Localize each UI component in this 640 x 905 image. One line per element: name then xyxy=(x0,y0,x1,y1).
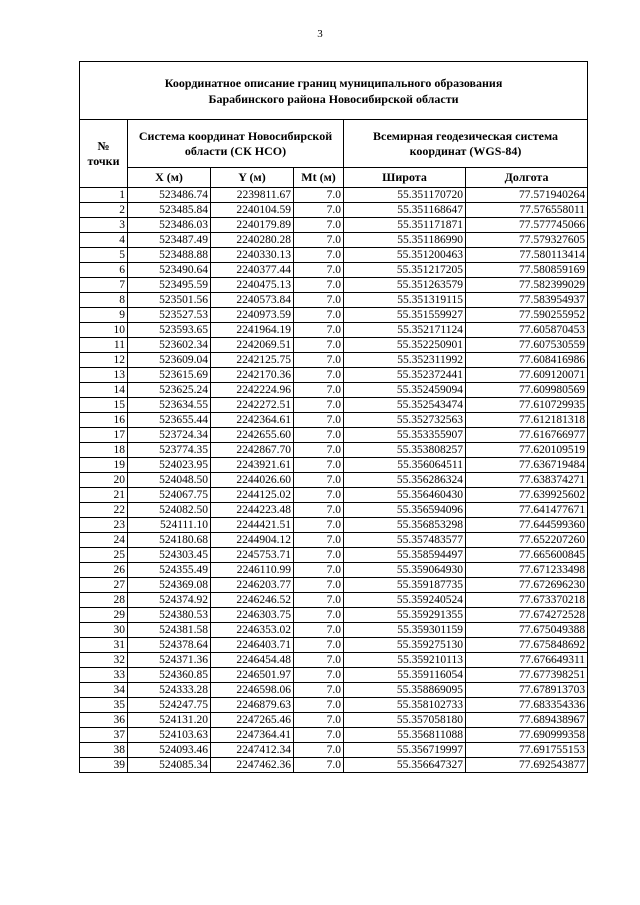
table-row xyxy=(80,458,588,473)
cell-latitude: 55.356853298 xyxy=(344,518,466,533)
cell-mt: 7.0 xyxy=(294,578,344,593)
cell-mt: 7.0 xyxy=(294,428,344,443)
cell-x: 523634.55 xyxy=(128,398,211,413)
cell-mt: 7.0 xyxy=(294,338,344,353)
table-row xyxy=(80,503,588,518)
table-row xyxy=(80,518,588,533)
cell-mt: 7.0 xyxy=(294,383,344,398)
cell-point-number: 39 xyxy=(80,758,128,773)
cell-longitude: 77.579327605 xyxy=(466,233,588,248)
cell-longitude: 77.672696230 xyxy=(466,578,588,593)
cell-longitude: 77.674272528 xyxy=(466,608,588,623)
cell-y: 2242069.51 xyxy=(211,338,294,353)
cell-point-number: 30 xyxy=(80,623,128,638)
cell-longitude: 77.610729935 xyxy=(466,398,588,413)
cell-x: 523486.03 xyxy=(128,218,211,233)
coordinates-sheet xyxy=(79,61,587,773)
cell-x: 524023.95 xyxy=(128,458,211,473)
cell-x: 523487.49 xyxy=(128,233,211,248)
cell-point-number: 13 xyxy=(80,368,128,383)
cell-y: 2240377.44 xyxy=(211,263,294,278)
table-row xyxy=(80,248,588,263)
cell-x: 523625.24 xyxy=(128,383,211,398)
cell-point-number: 6 xyxy=(80,263,128,278)
cell-y: 2244026.60 xyxy=(211,473,294,488)
cell-latitude: 55.352250901 xyxy=(344,338,466,353)
cell-x: 523485.84 xyxy=(128,203,211,218)
cell-x: 524085.34 xyxy=(128,758,211,773)
cell-latitude: 55.352459094 xyxy=(344,383,466,398)
cell-x: 524093.46 xyxy=(128,743,211,758)
table-row xyxy=(80,188,588,203)
cell-longitude: 77.612181318 xyxy=(466,413,588,428)
table-row xyxy=(80,383,588,398)
cell-y: 2242224.96 xyxy=(211,383,294,398)
cell-point-number: 11 xyxy=(80,338,128,353)
table-row xyxy=(80,638,588,653)
cell-mt: 7.0 xyxy=(294,188,344,203)
cell-mt: 7.0 xyxy=(294,713,344,728)
cell-latitude: 55.351171871 xyxy=(344,218,466,233)
cell-y: 2247265.46 xyxy=(211,713,294,728)
cell-longitude: 77.608416986 xyxy=(466,353,588,368)
cell-longitude: 77.605870453 xyxy=(466,323,588,338)
cell-x: 523602.34 xyxy=(128,338,211,353)
cell-point-number: 7 xyxy=(80,278,128,293)
cell-y: 2242272.51 xyxy=(211,398,294,413)
cell-longitude: 77.580859169 xyxy=(466,263,588,278)
table-row xyxy=(80,713,588,728)
cell-mt: 7.0 xyxy=(294,638,344,653)
cell-longitude: 77.652207260 xyxy=(466,533,588,548)
cell-point-number: 34 xyxy=(80,683,128,698)
cell-latitude: 55.359210113 xyxy=(344,653,466,668)
header-wgs-system: Всемирная геодезическая система координат (WGS-84) xyxy=(344,120,588,168)
title-line-2: Барабинского района Новосибирской области xyxy=(208,91,459,106)
table-row xyxy=(80,398,588,413)
cell-latitude: 55.352372441 xyxy=(344,368,466,383)
cell-x: 523724.34 xyxy=(128,428,211,443)
cell-longitude: 77.689438967 xyxy=(466,713,588,728)
table-row xyxy=(80,488,588,503)
cell-mt: 7.0 xyxy=(294,368,344,383)
cell-mt: 7.0 xyxy=(294,563,344,578)
table-row xyxy=(80,623,588,638)
cell-x: 523655.44 xyxy=(128,413,211,428)
cell-mt: 7.0 xyxy=(294,323,344,338)
cell-x: 523490.64 xyxy=(128,263,211,278)
cell-latitude: 55.352171124 xyxy=(344,323,466,338)
cell-point-number: 22 xyxy=(80,503,128,518)
cell-x: 524369.08 xyxy=(128,578,211,593)
cell-latitude: 55.352732563 xyxy=(344,413,466,428)
header-point-number-word: точки xyxy=(87,153,120,168)
cell-x: 523615.69 xyxy=(128,368,211,383)
cell-latitude: 55.356064511 xyxy=(344,458,466,473)
cell-y: 2242867.70 xyxy=(211,443,294,458)
cell-y: 2240475.13 xyxy=(211,278,294,293)
table-row xyxy=(80,578,588,593)
cell-longitude: 77.665600845 xyxy=(466,548,588,563)
table-row xyxy=(80,443,588,458)
cell-latitude: 55.359116054 xyxy=(344,668,466,683)
header-nso-system: Система координат Новосибирской области (СК НСО) xyxy=(128,120,344,168)
cell-longitude: 77.691755153 xyxy=(466,743,588,758)
header-latitude: Широта xyxy=(344,168,466,188)
table-body xyxy=(80,188,588,773)
cell-longitude: 77.607530559 xyxy=(466,338,588,353)
cell-y: 2240973.59 xyxy=(211,308,294,323)
header-point-number-sign: № xyxy=(97,138,110,153)
cell-x: 523774.35 xyxy=(128,443,211,458)
header-point-number xyxy=(80,120,128,188)
cell-mt: 7.0 xyxy=(294,593,344,608)
cell-point-number: 1 xyxy=(80,188,128,203)
cell-point-number: 20 xyxy=(80,473,128,488)
cell-mt: 7.0 xyxy=(294,218,344,233)
table-row xyxy=(80,743,588,758)
cell-mt: 7.0 xyxy=(294,443,344,458)
cell-point-number: 12 xyxy=(80,353,128,368)
cell-point-number: 4 xyxy=(80,233,128,248)
cell-mt: 7.0 xyxy=(294,263,344,278)
cell-longitude: 77.609980569 xyxy=(466,383,588,398)
cell-mt: 7.0 xyxy=(294,458,344,473)
cell-latitude: 55.356811088 xyxy=(344,728,466,743)
cell-latitude: 55.359275130 xyxy=(344,638,466,653)
cell-mt: 7.0 xyxy=(294,248,344,263)
cell-x: 523593.65 xyxy=(128,323,211,338)
cell-y: 2246454.48 xyxy=(211,653,294,668)
cell-mt: 7.0 xyxy=(294,683,344,698)
cell-y: 2246879.63 xyxy=(211,698,294,713)
cell-x: 523495.59 xyxy=(128,278,211,293)
cell-x: 524067.75 xyxy=(128,488,211,503)
cell-mt: 7.0 xyxy=(294,473,344,488)
cell-longitude: 77.620109519 xyxy=(466,443,588,458)
cell-y: 2247412.34 xyxy=(211,743,294,758)
table-title xyxy=(80,62,588,120)
cell-y: 2242170.36 xyxy=(211,368,294,383)
cell-point-number: 16 xyxy=(80,413,128,428)
cell-longitude: 77.576558011 xyxy=(466,203,588,218)
cell-point-number: 24 xyxy=(80,533,128,548)
cell-longitude: 77.675848692 xyxy=(466,638,588,653)
cell-x: 524360.85 xyxy=(128,668,211,683)
cell-x: 524371.36 xyxy=(128,653,211,668)
cell-mt: 7.0 xyxy=(294,608,344,623)
cell-latitude: 55.359301159 xyxy=(344,623,466,638)
cell-point-number: 23 xyxy=(80,518,128,533)
table-row xyxy=(80,683,588,698)
cell-longitude: 77.675049388 xyxy=(466,623,588,638)
cell-longitude: 77.609120071 xyxy=(466,368,588,383)
cell-latitude: 55.352311992 xyxy=(344,353,466,368)
cell-y: 2246353.02 xyxy=(211,623,294,638)
cell-mt: 7.0 xyxy=(294,203,344,218)
table-row xyxy=(80,728,588,743)
cell-mt: 7.0 xyxy=(294,623,344,638)
cell-point-number: 37 xyxy=(80,728,128,743)
table-row xyxy=(80,323,588,338)
cell-longitude: 77.671233498 xyxy=(466,563,588,578)
cell-latitude: 55.358594497 xyxy=(344,548,466,563)
cell-y: 2239811.67 xyxy=(211,188,294,203)
cell-y: 2241964.19 xyxy=(211,323,294,338)
cell-longitude: 77.641477671 xyxy=(466,503,588,518)
table-row xyxy=(80,263,588,278)
cell-y: 2240179.89 xyxy=(211,218,294,233)
cell-y: 2242655.60 xyxy=(211,428,294,443)
cell-y: 2246501.97 xyxy=(211,668,294,683)
cell-y: 2246403.71 xyxy=(211,638,294,653)
table-row xyxy=(80,278,588,293)
cell-latitude: 55.352543474 xyxy=(344,398,466,413)
cell-y: 2246246.52 xyxy=(211,593,294,608)
cell-mt: 7.0 xyxy=(294,743,344,758)
cell-longitude: 77.673370218 xyxy=(466,593,588,608)
cell-mt: 7.0 xyxy=(294,548,344,563)
cell-mt: 7.0 xyxy=(294,293,344,308)
cell-x: 523609.04 xyxy=(128,353,211,368)
cell-x: 524333.28 xyxy=(128,683,211,698)
header-mt: Mt (м) xyxy=(294,168,344,188)
cell-latitude: 55.359291355 xyxy=(344,608,466,623)
table-row xyxy=(80,203,588,218)
cell-point-number: 29 xyxy=(80,608,128,623)
table-row xyxy=(80,308,588,323)
cell-y: 2240330.13 xyxy=(211,248,294,263)
cell-x: 523527.53 xyxy=(128,308,211,323)
table-row xyxy=(80,563,588,578)
cell-x: 524082.50 xyxy=(128,503,211,518)
table-row xyxy=(80,533,588,548)
cell-point-number: 36 xyxy=(80,713,128,728)
cell-longitude: 77.590255952 xyxy=(466,308,588,323)
table-row xyxy=(80,233,588,248)
cell-y: 2247462.36 xyxy=(211,758,294,773)
cell-mt: 7.0 xyxy=(294,488,344,503)
cell-latitude: 55.357058180 xyxy=(344,713,466,728)
cell-latitude: 55.356286324 xyxy=(344,473,466,488)
cell-x: 524303.45 xyxy=(128,548,211,563)
cell-mt: 7.0 xyxy=(294,503,344,518)
cell-point-number: 32 xyxy=(80,653,128,668)
title-line-1: Координатное описание границ муниципального образования xyxy=(164,75,503,90)
cell-x: 524103.63 xyxy=(128,728,211,743)
table-row xyxy=(80,428,588,443)
cell-longitude: 77.582399029 xyxy=(466,278,588,293)
table-row xyxy=(80,338,588,353)
cell-x: 524381.58 xyxy=(128,623,211,638)
cell-x: 524247.75 xyxy=(128,698,211,713)
cell-latitude: 55.353808257 xyxy=(344,443,466,458)
cell-longitude: 77.583954937 xyxy=(466,293,588,308)
table-row xyxy=(80,608,588,623)
table-row xyxy=(80,653,588,668)
table-row xyxy=(80,218,588,233)
cell-point-number: 14 xyxy=(80,383,128,398)
cell-y: 2244904.12 xyxy=(211,533,294,548)
cell-longitude: 77.678913703 xyxy=(466,683,588,698)
cell-x: 524131.20 xyxy=(128,713,211,728)
cell-mt: 7.0 xyxy=(294,353,344,368)
table-row xyxy=(80,698,588,713)
cell-point-number: 35 xyxy=(80,698,128,713)
cell-longitude: 77.683354336 xyxy=(466,698,588,713)
cell-mt: 7.0 xyxy=(294,278,344,293)
cell-point-number: 26 xyxy=(80,563,128,578)
cell-mt: 7.0 xyxy=(294,398,344,413)
cell-mt: 7.0 xyxy=(294,233,344,248)
cell-longitude: 77.616766977 xyxy=(466,428,588,443)
table-row xyxy=(80,758,588,773)
cell-longitude: 77.577745066 xyxy=(466,218,588,233)
cell-latitude: 55.351186990 xyxy=(344,233,466,248)
cell-point-number: 17 xyxy=(80,428,128,443)
header-longitude: Долгота xyxy=(466,168,588,188)
coordinates-table xyxy=(79,61,588,773)
cell-point-number: 19 xyxy=(80,458,128,473)
cell-latitude: 55.358102733 xyxy=(344,698,466,713)
table-row xyxy=(80,668,588,683)
cell-longitude: 77.571940264 xyxy=(466,188,588,203)
cell-mt: 7.0 xyxy=(294,698,344,713)
cell-mt: 7.0 xyxy=(294,518,344,533)
cell-longitude: 77.676649311 xyxy=(466,653,588,668)
cell-y: 2247364.41 xyxy=(211,728,294,743)
cell-point-number: 33 xyxy=(80,668,128,683)
cell-y: 2240280.28 xyxy=(211,233,294,248)
cell-y: 2246598.06 xyxy=(211,683,294,698)
cell-x: 523488.88 xyxy=(128,248,211,263)
cell-point-number: 9 xyxy=(80,308,128,323)
cell-latitude: 55.359187735 xyxy=(344,578,466,593)
cell-x: 524378.64 xyxy=(128,638,211,653)
cell-mt: 7.0 xyxy=(294,728,344,743)
cell-mt: 7.0 xyxy=(294,758,344,773)
cell-y: 2242364.61 xyxy=(211,413,294,428)
cell-point-number: 21 xyxy=(80,488,128,503)
cell-point-number: 31 xyxy=(80,638,128,653)
cell-latitude: 55.351168647 xyxy=(344,203,466,218)
cell-x: 524111.10 xyxy=(128,518,211,533)
cell-longitude: 77.690999358 xyxy=(466,728,588,743)
cell-y: 2240104.59 xyxy=(211,203,294,218)
cell-y: 2244223.48 xyxy=(211,503,294,518)
cell-longitude: 77.644599360 xyxy=(466,518,588,533)
cell-longitude: 77.639925602 xyxy=(466,488,588,503)
cell-latitude: 55.359240524 xyxy=(344,593,466,608)
cell-x: 524355.49 xyxy=(128,563,211,578)
cell-latitude: 55.351263579 xyxy=(344,278,466,293)
cell-mt: 7.0 xyxy=(294,533,344,548)
cell-longitude: 77.692543877 xyxy=(466,758,588,773)
table-row xyxy=(80,413,588,428)
cell-x: 523501.56 xyxy=(128,293,211,308)
cell-latitude: 55.356460430 xyxy=(344,488,466,503)
cell-x: 524048.50 xyxy=(128,473,211,488)
cell-y: 2246110.99 xyxy=(211,563,294,578)
cell-longitude: 77.636719484 xyxy=(466,458,588,473)
cell-y: 2244125.02 xyxy=(211,488,294,503)
cell-y: 2242125.75 xyxy=(211,353,294,368)
cell-latitude: 55.359064930 xyxy=(344,563,466,578)
cell-x: 524380.53 xyxy=(128,608,211,623)
cell-y: 2243921.61 xyxy=(211,458,294,473)
cell-y: 2245753.71 xyxy=(211,548,294,563)
header-y: Y (м) xyxy=(211,168,294,188)
header-x: X (м) xyxy=(128,168,211,188)
cell-y: 2246203.77 xyxy=(211,578,294,593)
cell-point-number: 18 xyxy=(80,443,128,458)
table-row xyxy=(80,548,588,563)
cell-point-number: 28 xyxy=(80,593,128,608)
cell-latitude: 55.351559927 xyxy=(344,308,466,323)
cell-latitude: 55.351170720 xyxy=(344,188,466,203)
cell-y: 2240573.84 xyxy=(211,293,294,308)
table-row xyxy=(80,473,588,488)
cell-point-number: 25 xyxy=(80,548,128,563)
cell-longitude: 77.677398251 xyxy=(466,668,588,683)
table-row xyxy=(80,593,588,608)
cell-latitude: 55.351319115 xyxy=(344,293,466,308)
cell-latitude: 55.353355907 xyxy=(344,428,466,443)
cell-y: 2244421.51 xyxy=(211,518,294,533)
table-row xyxy=(80,353,588,368)
cell-mt: 7.0 xyxy=(294,413,344,428)
cell-point-number: 2 xyxy=(80,203,128,218)
cell-mt: 7.0 xyxy=(294,308,344,323)
page-number: 3 xyxy=(317,28,323,40)
cell-latitude: 55.358869095 xyxy=(344,683,466,698)
cell-point-number: 15 xyxy=(80,398,128,413)
cell-point-number: 5 xyxy=(80,248,128,263)
table-row xyxy=(80,368,588,383)
cell-point-number: 8 xyxy=(80,293,128,308)
cell-x: 524180.68 xyxy=(128,533,211,548)
table-row xyxy=(80,293,588,308)
cell-longitude: 77.580113414 xyxy=(466,248,588,263)
cell-mt: 7.0 xyxy=(294,653,344,668)
cell-point-number: 3 xyxy=(80,218,128,233)
cell-latitude: 55.351217205 xyxy=(344,263,466,278)
cell-y: 2246303.75 xyxy=(211,608,294,623)
cell-latitude: 55.357483577 xyxy=(344,533,466,548)
cell-x: 524374.92 xyxy=(128,593,211,608)
cell-point-number: 38 xyxy=(80,743,128,758)
cell-latitude: 55.351200463 xyxy=(344,248,466,263)
cell-latitude: 55.356647327 xyxy=(344,758,466,773)
cell-point-number: 10 xyxy=(80,323,128,338)
cell-latitude: 55.356719997 xyxy=(344,743,466,758)
cell-latitude: 55.356594096 xyxy=(344,503,466,518)
cell-longitude: 77.638374271 xyxy=(466,473,588,488)
cell-mt: 7.0 xyxy=(294,668,344,683)
cell-x: 523486.74 xyxy=(128,188,211,203)
cell-point-number: 27 xyxy=(80,578,128,593)
